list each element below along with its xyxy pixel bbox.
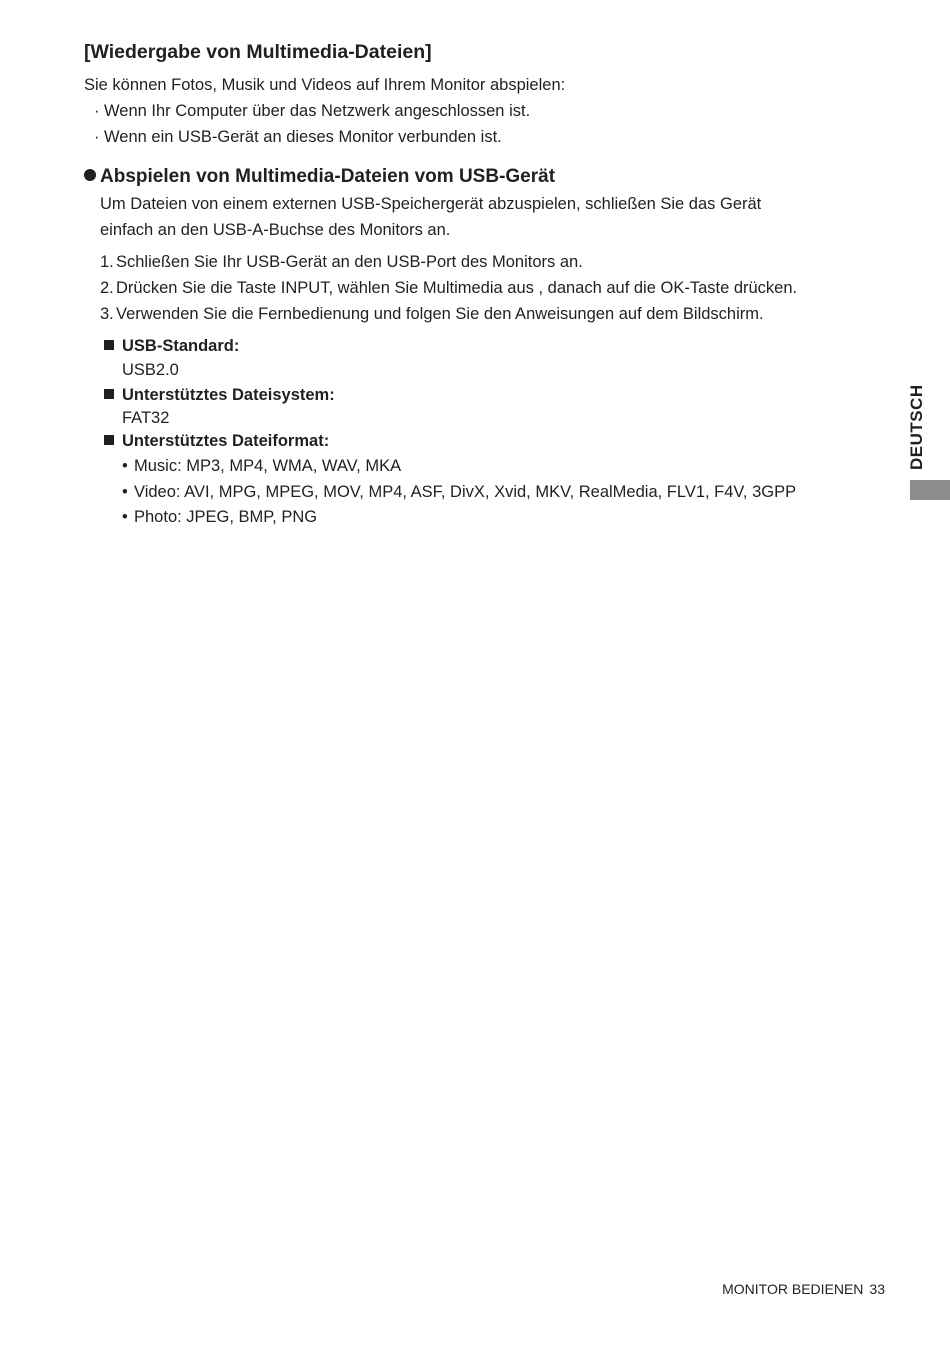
step-text: Drücken Sie die Taste INPUT, wählen Sie Multimedia aus , danach auf die OK-Taste drücken. [116, 279, 798, 297]
bullet-icon: • [122, 508, 128, 526]
spec-format-label: Unterstütztes Dateiformat: [104, 432, 329, 451]
section-heading: [Wiedergabe von Multimedia-Dateien] [84, 41, 432, 63]
step-text: Schließen Sie Ihr USB-Gerät an den USB-Port des Monitors an. [116, 253, 583, 271]
footer-section: MONITOR BEDIENEN [722, 1281, 864, 1297]
spec-usb-standard-label: USB-Standard: [104, 337, 239, 356]
usb-section-heading: Abspielen von Multimedia-Dateien vom USB-Gerät [84, 166, 555, 188]
language-tab-marker [910, 480, 950, 500]
description-line: einfach an den USB-A-Buchse des Monitors an. [100, 221, 451, 239]
step-item [100, 279, 797, 298]
step-number: 3. [100, 305, 114, 323]
page-number: 33 [869, 1281, 885, 1297]
format-item: • Photo: JPEG, BMP, PNG [122, 508, 318, 526]
step-item [100, 305, 764, 324]
intro-text: Sie können Fotos, Musik und Videos auf Ihrem Monitor abspielen: [84, 76, 566, 94]
condition-item: · Wenn Ihr Computer über das Netzwerk angeschlossen ist. [94, 102, 531, 120]
spec-filesystem-value: FAT32 [122, 409, 170, 427]
language-tab-label: DEUTSCH [907, 384, 926, 470]
spec-usb-standard-value: USB2.0 [122, 361, 179, 379]
bullet-icon: • [122, 457, 128, 475]
step-number: 2. [100, 279, 114, 297]
bullet-icon: • [122, 483, 128, 501]
spec-filesystem-label: Unterstütztes Dateisystem: [104, 386, 335, 405]
filled-circle-icon [84, 169, 96, 181]
description-line: Um Dateien von einem externen USB-Speichergerät abzuspielen, schließen Sie das Gerät [100, 195, 762, 213]
step-number: 1. [100, 253, 114, 271]
format-item: • Music: MP3, MP4, WMA, WAV, MKA [122, 457, 402, 475]
square-bullet-icon [104, 340, 114, 350]
square-bullet-icon [104, 435, 114, 445]
square-bullet-icon [104, 389, 114, 399]
middot-icon: · [94, 128, 100, 146]
format-item: • Video: AVI, MPG, MPEG, MOV, MP4, ASF, DivX, Xvid, MKV, RealMedia, FLV1, F4V, 3GPP [122, 483, 797, 501]
middot-icon: · [94, 102, 100, 120]
condition-item: · Wenn ein USB-Gerät an dieses Monitor verbunden ist. [94, 128, 502, 146]
step-item [100, 253, 583, 272]
page-footer [722, 1281, 885, 1297]
step-text: Verwenden Sie die Fernbedienung und folgen Sie den Anweisungen auf dem Bildschirm. [116, 305, 764, 323]
